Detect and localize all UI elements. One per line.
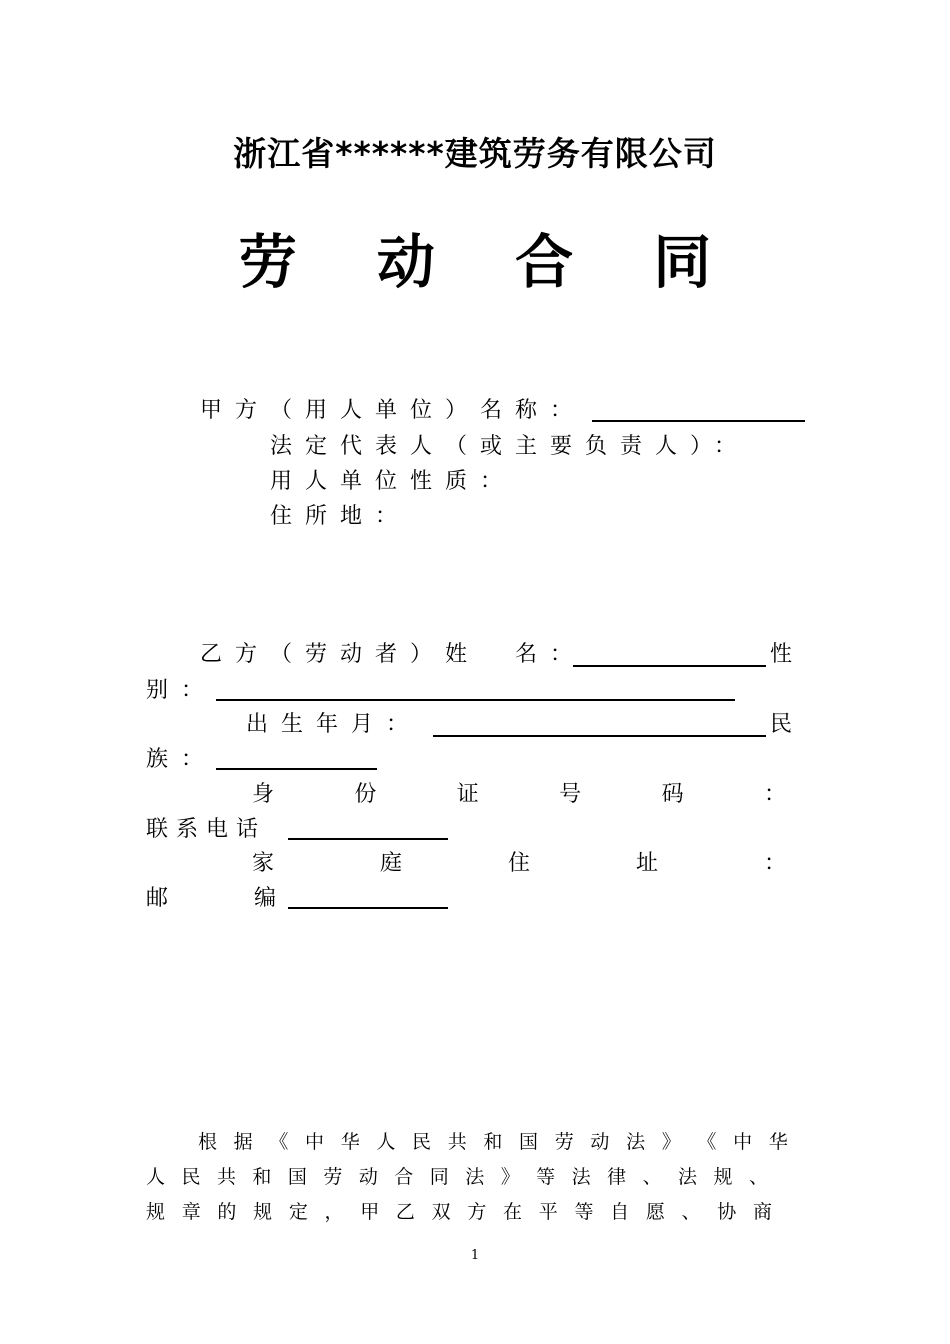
party-a-legal-rep-label: 法定代表人（或主要负责人）：: [270, 434, 750, 459]
body-char: 平: [538, 1201, 558, 1223]
postcode-field[interactable]: [288, 907, 448, 909]
contract-title: 劳 动 合 同: [238, 228, 742, 296]
body-char: 动: [358, 1166, 378, 1188]
body-char: 》: [661, 1131, 681, 1153]
id-char: 身: [252, 782, 275, 807]
body-char: 劳: [554, 1131, 574, 1153]
body-char: 《: [269, 1131, 289, 1153]
gender-label-end: 别：: [146, 678, 217, 703]
postcode-char: 编: [253, 886, 276, 911]
body-char: 人: [376, 1131, 396, 1153]
body-char: 国: [519, 1131, 539, 1153]
body-char: 律: [607, 1166, 627, 1188]
body-char: 民: [412, 1131, 432, 1153]
id-char: 证: [456, 782, 479, 807]
id-char: 码: [661, 782, 684, 807]
home-char: ：: [763, 851, 786, 876]
birth-label: 出生年月：: [246, 712, 422, 737]
id-char: 份: [354, 782, 377, 807]
company-name: 浙江省******建筑劳务有限公司: [233, 134, 717, 173]
body-char: 根: [198, 1131, 218, 1153]
birth-field[interactable]: [433, 735, 766, 737]
body-char: 和: [252, 1166, 272, 1188]
body-line-1: [198, 1130, 788, 1154]
body-char: 据: [233, 1131, 253, 1153]
gender-label-start: 性: [770, 642, 793, 667]
body-char: 共: [447, 1131, 467, 1153]
ethnicity-field[interactable]: [216, 768, 377, 770]
postcode-char: 邮: [146, 886, 169, 911]
body-char: 等: [574, 1201, 594, 1223]
ethnicity-label-end: 族：: [146, 747, 217, 772]
body-char: 中: [305, 1131, 325, 1153]
body-char: 中: [733, 1131, 753, 1153]
id-char: 号: [559, 782, 582, 807]
postcode-label: [146, 885, 276, 913]
body-char: 协: [717, 1201, 737, 1223]
party-a-nature-label: 用人单位性质：: [270, 469, 516, 494]
body-char: 、: [681, 1201, 701, 1223]
home-char: 住: [507, 851, 530, 876]
body-char: 方: [467, 1201, 487, 1223]
party-a-address-label: 住所地：: [270, 504, 411, 529]
id-number-label: [252, 781, 786, 809]
page-number: 1: [470, 1248, 480, 1263]
ethnicity-label-start: 民: [770, 712, 793, 737]
body-char: 动: [590, 1131, 610, 1153]
phone-field[interactable]: [288, 838, 448, 840]
body-char: 法: [626, 1131, 646, 1153]
body-char: 自: [610, 1201, 630, 1223]
id-char: ：: [763, 782, 786, 807]
body-char: 、: [642, 1166, 662, 1188]
body-char: 》: [500, 1166, 520, 1188]
body-char: 甲: [360, 1201, 380, 1223]
gender-field[interactable]: [216, 699, 735, 701]
body-char: 章: [181, 1201, 201, 1223]
body-char: 同: [429, 1166, 449, 1188]
body-char: 法: [571, 1166, 591, 1188]
body-char: 法: [678, 1166, 698, 1188]
body-char: 民: [181, 1166, 201, 1188]
home-char: 址: [635, 851, 658, 876]
body-char: 《: [697, 1131, 717, 1153]
party-b-name-label: 乙方（劳动者）姓 名：: [200, 642, 586, 667]
body-line-3: [146, 1200, 772, 1224]
phone-label: 联系电话: [146, 817, 267, 842]
body-char: 定: [288, 1201, 308, 1223]
body-char: 人: [146, 1166, 166, 1188]
home-char: 家: [252, 851, 275, 876]
body-char: 国: [287, 1166, 307, 1188]
body-char: 规: [713, 1166, 733, 1188]
body-char: 规: [253, 1201, 273, 1223]
party-a-name-label: 甲方（用人单位）名称：: [200, 398, 586, 423]
body-char: 在: [503, 1201, 523, 1223]
body-char: 愿: [645, 1201, 665, 1223]
body-char: 法: [465, 1166, 485, 1188]
body-char: 共: [216, 1166, 236, 1188]
party-a-name-field[interactable]: [592, 420, 805, 422]
home-char: 庭: [379, 851, 402, 876]
body-line-2: [146, 1165, 768, 1189]
body-char: 商: [752, 1201, 772, 1223]
party-b-name-field[interactable]: [573, 665, 766, 667]
body-char: 华: [340, 1131, 360, 1153]
body-char: 双: [431, 1201, 451, 1223]
body-char: 华: [768, 1131, 788, 1153]
body-char: ，: [324, 1201, 344, 1223]
body-char: 乙: [395, 1201, 415, 1223]
home-address-label: [252, 850, 786, 878]
body-char: 的: [217, 1201, 237, 1223]
body-char: 规: [146, 1201, 166, 1223]
body-char: 和: [483, 1131, 503, 1153]
body-char: 合: [394, 1166, 414, 1188]
body-char: 劳: [323, 1166, 343, 1188]
body-char: 、: [748, 1166, 768, 1188]
body-char: 等: [536, 1166, 556, 1188]
